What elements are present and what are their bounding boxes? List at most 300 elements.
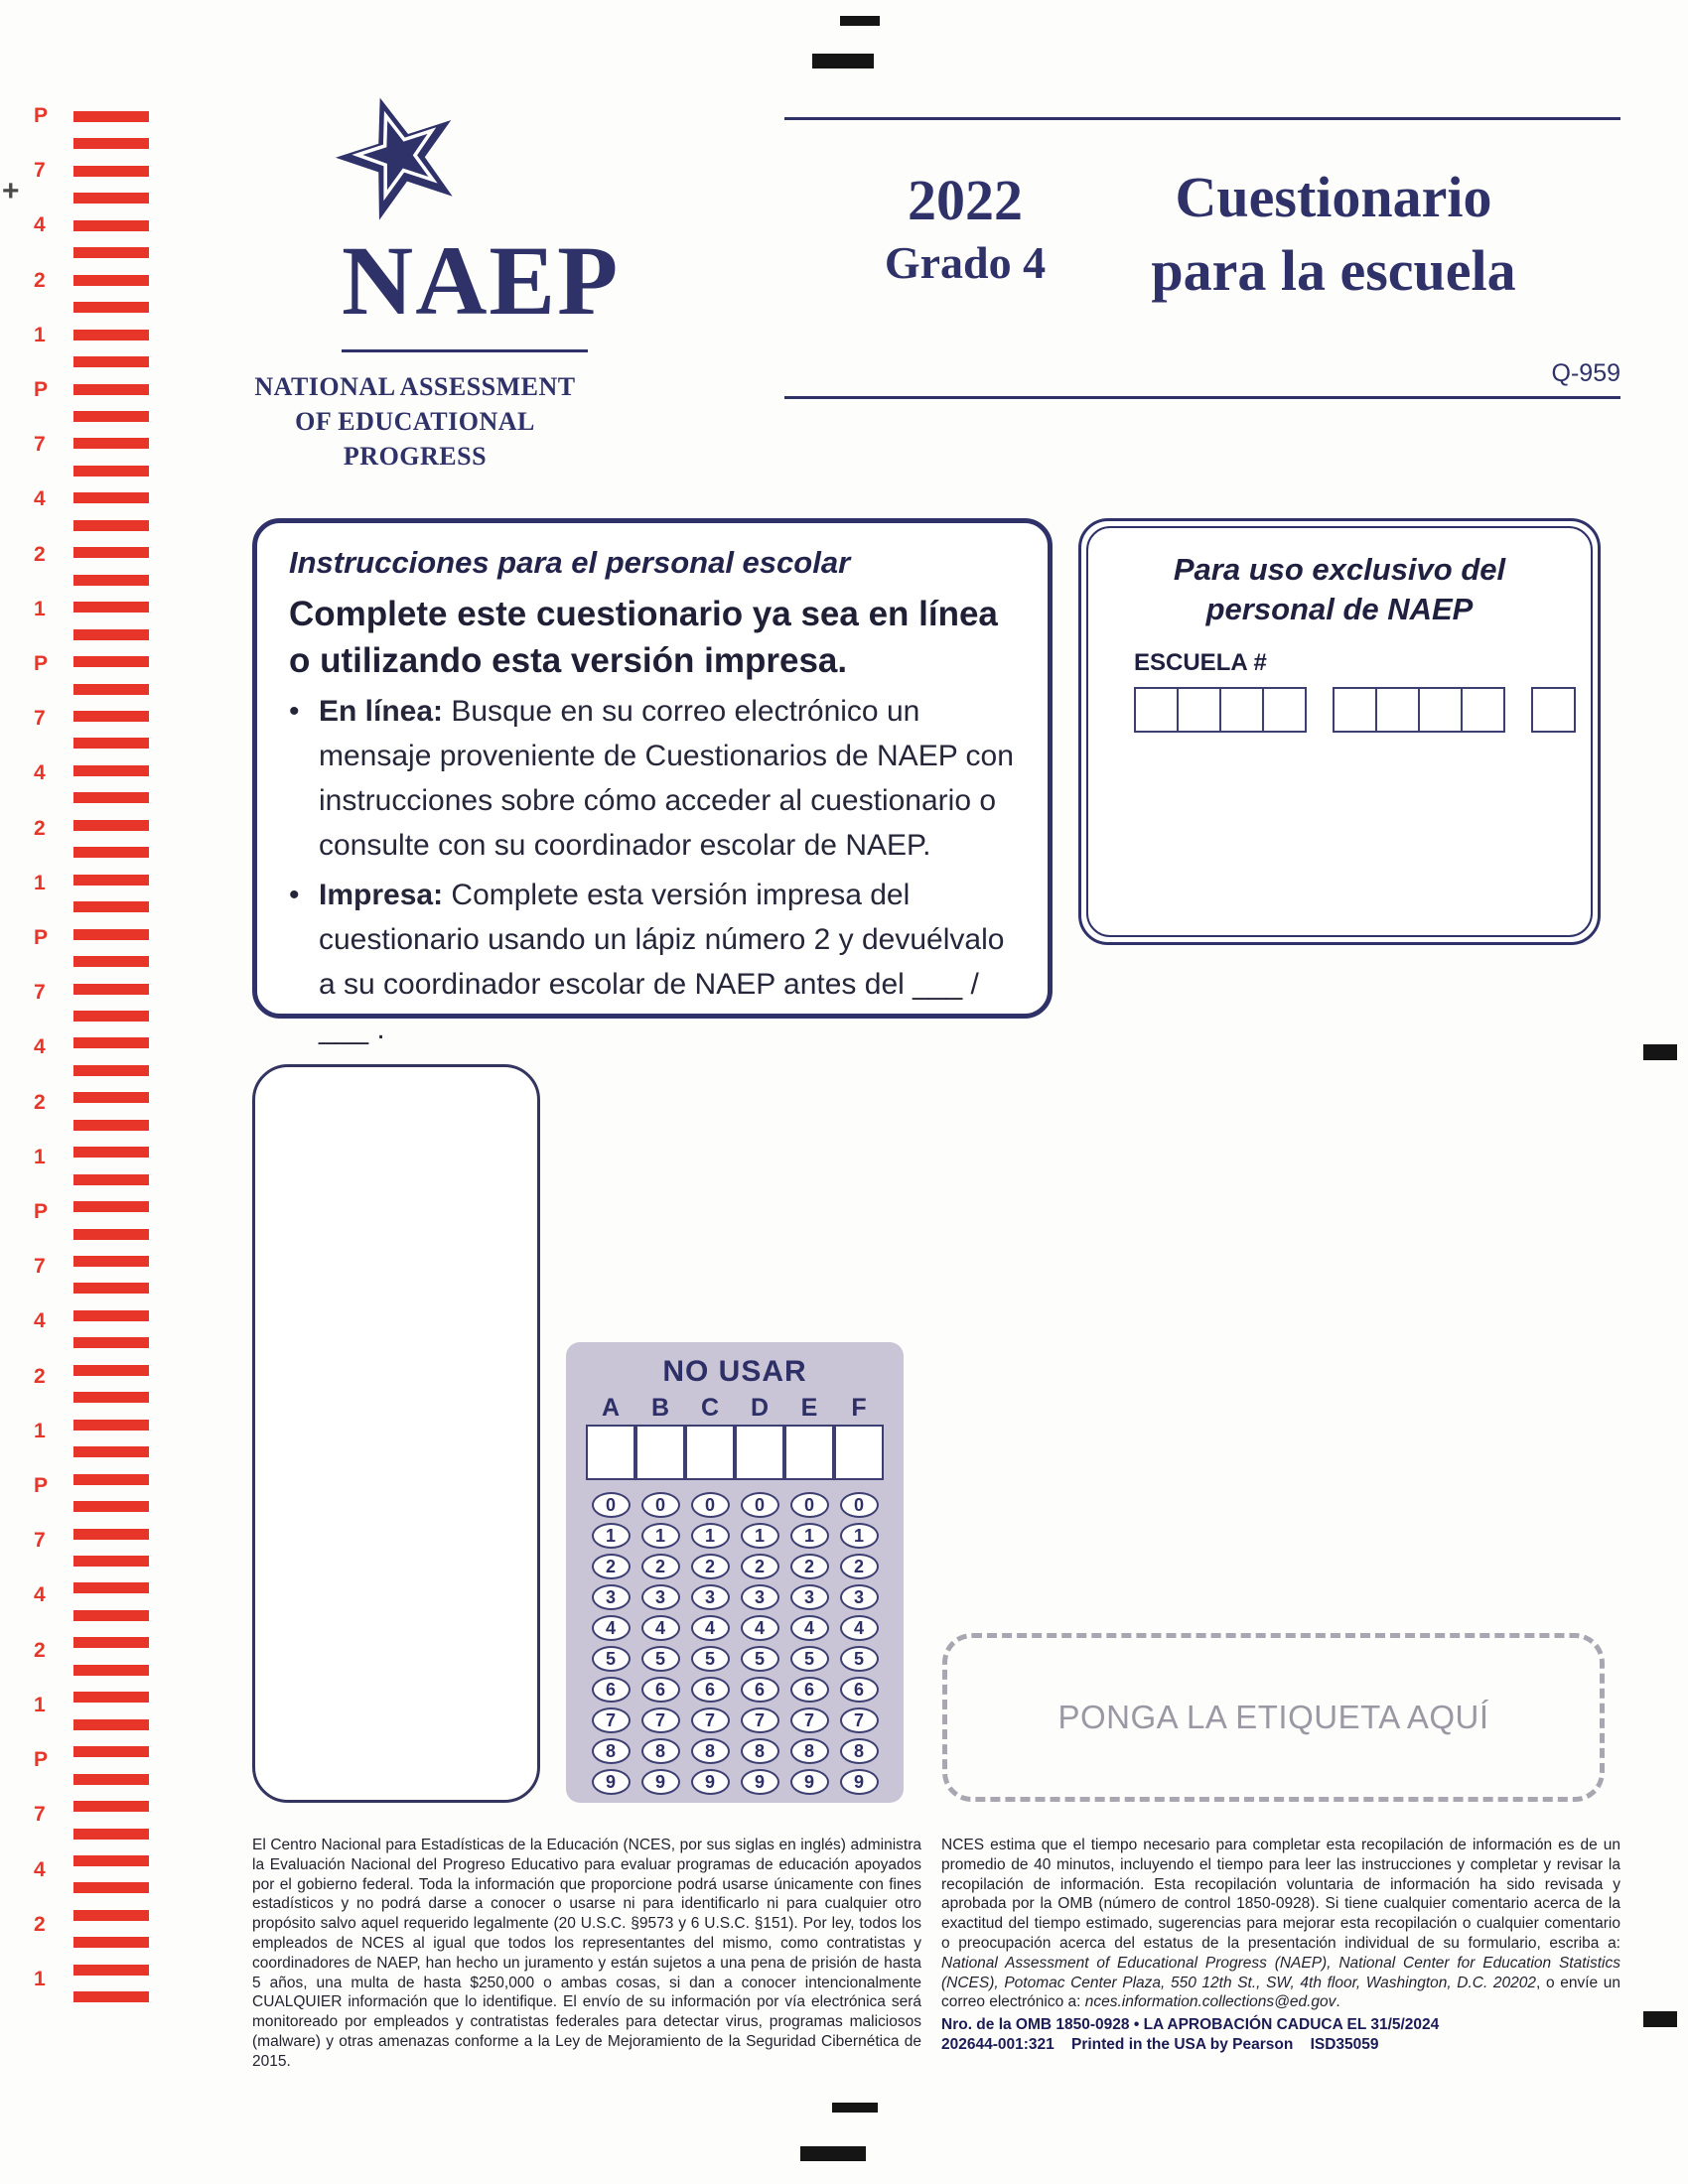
no-usar-slot	[685, 1523, 735, 1549]
timing-strip-dash	[73, 1719, 149, 1730]
registration-mark	[840, 16, 880, 26]
timing-strip-letter: 7	[34, 1803, 46, 1827]
page-title	[1100, 161, 1567, 308]
timing-strip-dash	[73, 765, 149, 776]
no-usar-slot	[834, 1394, 884, 1423]
registration-mark	[812, 54, 874, 68]
digit-bubble[interactable]: 2	[592, 1554, 631, 1579]
no-usar-slot	[834, 1554, 884, 1579]
timing-strip-letter: 1	[34, 871, 46, 894]
no-usar-grid	[566, 1394, 904, 1795]
no-usar-slot	[784, 1738, 834, 1764]
instructions-box	[252, 518, 1053, 1045]
digit-bubble[interactable]: 6	[840, 1677, 879, 1703]
timing-strip-dash	[73, 1610, 149, 1621]
no-usar-slot	[784, 1394, 834, 1423]
school-number-label: ESCUELA #	[1134, 649, 1267, 676]
timing-strip-dash	[73, 1556, 149, 1567]
write-in-cell[interactable]	[635, 1425, 685, 1480]
timing-strip-dash	[73, 984, 149, 995]
no-usar-slot	[834, 1523, 884, 1549]
bullet-icon: •	[289, 695, 300, 728]
header-rule-top	[784, 117, 1620, 120]
digit-bubble[interactable]: 1	[641, 1523, 680, 1549]
timing-strip-letter: P	[34, 378, 49, 402]
page-title-line: para la escuela	[1151, 238, 1516, 304]
bullet-body: Complete esta versión impresa del cuestionario usando un lápiz número 2 y devuélvalo a su coordinador escolar de NAEP antes del ___ / ___ .	[319, 879, 1005, 1045]
digit-bubble[interactable]: 8	[592, 1738, 631, 1764]
instructions-title: Instrucciones para el personal escolar	[289, 545, 851, 580]
timing-strip-dash	[73, 1092, 149, 1103]
digit-bubble[interactable]: 4	[641, 1615, 680, 1641]
no-usar-slot	[784, 1677, 834, 1703]
digit-bubble[interactable]: 5	[691, 1646, 730, 1672]
no-usar-slot	[784, 1769, 834, 1795]
column-letter: F	[851, 1394, 867, 1422]
no-usar-slot	[586, 1615, 635, 1641]
bubble-row	[566, 1769, 904, 1795]
no-usar-slot	[735, 1615, 784, 1641]
write-in-cell[interactable]	[735, 1425, 784, 1480]
timing-strip-dash	[73, 656, 149, 667]
digit-bubble[interactable]: 6	[592, 1677, 631, 1703]
timing-strip-dash	[73, 847, 149, 858]
timing-strip-letter: P	[34, 1474, 49, 1498]
no-usar-title: NO USAR	[662, 1355, 807, 1388]
digit-bubble[interactable]: 6	[741, 1677, 779, 1703]
timing-strip-dash	[73, 330, 149, 341]
bubble-row	[566, 1677, 904, 1703]
no-usar-slot	[685, 1738, 735, 1764]
timing-strip-dash	[73, 1665, 149, 1676]
write-in-cell[interactable]	[685, 1425, 735, 1480]
timing-strip-dash	[73, 193, 149, 204]
no-usar-slot	[834, 1646, 884, 1672]
no-usar-slot	[586, 1707, 635, 1733]
timing-strip-dash	[73, 1256, 149, 1267]
digit-bubble[interactable]: 0	[691, 1492, 730, 1518]
digit-bubble[interactable]: 0	[840, 1492, 879, 1518]
timing-strip-dash	[73, 1692, 149, 1703]
digit-bubble[interactable]: 9	[790, 1769, 829, 1795]
no-usar-slot	[735, 1707, 784, 1733]
digit-bubble[interactable]: 9	[840, 1769, 879, 1795]
digit-bubble[interactable]: 2	[691, 1554, 730, 1579]
footer-right-paragraph	[941, 1836, 1620, 2012]
bullet-text	[319, 873, 1022, 1051]
school-number-cell[interactable]	[1375, 687, 1420, 733]
timing-strip-letter: 2	[34, 816, 46, 840]
blank-panel	[252, 1064, 540, 1803]
digit-bubble[interactable]: 7	[641, 1707, 680, 1733]
timing-strip-dash	[73, 356, 149, 367]
timing-strip-dash	[73, 384, 149, 395]
digit-bubble[interactable]: 5	[790, 1646, 829, 1672]
digit-bubble[interactable]: 0	[592, 1492, 631, 1518]
digit-bubble[interactable]: 7	[840, 1707, 879, 1733]
timing-strip-letter: 2	[34, 1912, 46, 1936]
footer-right-text: NCES estima que el tiempo necesario para completar esta recopilación de información es de un promedio de 40 minutos, incluyendo el tiempo para leer las instrucciones y completar y revisar la recopilación de información. Esta recopilación voluntaria de información ha sido revisada y aprobada por la OMB (número de control 1850-0928). Si tiene cualquier comentario acerca de la exactitud del tiempo estimado, sugerencias para mejorar esta recopilación o cualquier comentario o preocupación acerca del estatus de la presentación individual de su formulario, escriba a:	[941, 1837, 1620, 1952]
bullet-body: Busque en su correo electrónico un mensaje proveniente de Cuestionarios de NAEP con instrucciones sobre cómo acceder al cuestionario o consulte con su coordinador escolar de NAEP.	[319, 695, 1014, 862]
digit-bubble[interactable]: 1	[592, 1523, 631, 1549]
timing-strip-dash	[73, 247, 149, 258]
timing-strip-dash	[73, 1065, 149, 1076]
naep-use-only-title	[1088, 550, 1591, 629]
no-usar-slot	[635, 1584, 685, 1610]
digit-bubble[interactable]: 8	[840, 1738, 879, 1764]
digit-bubble[interactable]: 8	[641, 1738, 680, 1764]
digit-bubble[interactable]: 3	[840, 1584, 879, 1610]
no-usar-slot	[834, 1425, 884, 1480]
write-in-cell[interactable]	[834, 1425, 884, 1480]
digit-bubble[interactable]: 5	[592, 1646, 631, 1672]
school-number-cell[interactable]	[1134, 687, 1179, 733]
naep-use-title-line: Para uso exclusivo del	[1173, 552, 1506, 587]
bullet-lead: En línea:	[319, 695, 444, 728]
school-number-group	[1333, 687, 1505, 733]
header-year-block	[846, 169, 1084, 294]
digit-bubble[interactable]: 0	[741, 1492, 779, 1518]
footer-right-column	[941, 1836, 1620, 2055]
write-in-cell[interactable]	[784, 1425, 834, 1480]
timing-strip-dash	[73, 411, 149, 422]
timing-strip-dash	[73, 929, 149, 940]
timing-strip-dash	[73, 1746, 149, 1757]
logo-org-line: NATIONAL ASSESSMENT	[254, 372, 576, 401]
no-usar-slot	[735, 1554, 784, 1579]
timing-strip-dash	[73, 1991, 149, 2002]
timing-strip-letters	[34, 105, 48, 1989]
digit-bubble[interactable]: 2	[741, 1554, 779, 1579]
digit-bubble[interactable]: 2	[840, 1554, 879, 1579]
school-number-cell[interactable]	[1418, 687, 1463, 733]
digit-bubble[interactable]: 3	[592, 1584, 631, 1610]
timing-strip-letter: P	[34, 926, 49, 950]
digit-bubble[interactable]: 5	[641, 1646, 680, 1672]
school-number-cell[interactable]	[1219, 687, 1264, 733]
no-usar-slot	[685, 1646, 735, 1672]
digit-bubble[interactable]: 9	[641, 1769, 680, 1795]
no-usar-slot	[784, 1425, 834, 1480]
no-usar-slot	[735, 1677, 784, 1703]
label-placement-text: PONGA LA ETIQUETA AQUÍ	[1057, 1699, 1489, 1735]
timing-strip-dash	[73, 1229, 149, 1240]
no-usar-slot	[784, 1707, 834, 1733]
timing-strip-letter: 1	[34, 1145, 46, 1168]
timing-strip-dash	[73, 466, 149, 477]
timing-strip-letter: 4	[34, 1857, 46, 1881]
timing-strip-letter: 2	[34, 1090, 46, 1114]
timing-strip-dash	[73, 575, 149, 586]
bubble-row	[566, 1646, 904, 1672]
digit-bubble[interactable]: 6	[691, 1677, 730, 1703]
header-rule-bottom	[784, 396, 1620, 399]
no-usar-slot	[685, 1425, 735, 1480]
no-usar-slot	[586, 1646, 635, 1672]
digit-bubble[interactable]: 9	[741, 1769, 779, 1795]
no-usar-slot	[635, 1769, 685, 1795]
no-usar-slot	[834, 1677, 884, 1703]
timing-strip-letter: 4	[34, 487, 46, 511]
grade: Grado 4	[884, 236, 1047, 288]
omb-approval-line: Nro. de la OMB 1850-0928 • LA APROBACIÓN CADUCA EL 31/5/2024	[941, 2016, 1440, 2034]
no-usar-slot	[586, 1394, 635, 1423]
digit-bubble[interactable]: 7	[790, 1707, 829, 1733]
bullet-lead: Impresa:	[319, 879, 444, 911]
bubble-row	[566, 1707, 904, 1733]
school-number-cell[interactable]	[1333, 687, 1377, 733]
no-usar-slot	[635, 1646, 685, 1672]
digit-bubble[interactable]: 4	[691, 1615, 730, 1641]
timing-strip-dash	[73, 492, 149, 503]
bubble-row	[566, 1523, 904, 1549]
digit-bubble[interactable]: 7	[691, 1707, 730, 1733]
digit-bubble[interactable]: 4	[790, 1615, 829, 1641]
digit-bubble[interactable]: 3	[641, 1584, 680, 1610]
no-usar-slot	[784, 1523, 834, 1549]
timing-strip-dash	[73, 901, 149, 912]
timing-strip-dash	[73, 547, 149, 558]
no-usar-slot	[834, 1707, 884, 1733]
timing-strip-dash	[73, 684, 149, 695]
digit-bubble[interactable]: 6	[641, 1677, 680, 1703]
timing-strip-letter: 4	[34, 1309, 46, 1333]
digit-bubble[interactable]: 0	[641, 1492, 680, 1518]
timing-strip-dash	[73, 1774, 149, 1785]
no-usar-slot	[586, 1769, 635, 1795]
timing-strip-dash	[73, 629, 149, 640]
digit-bubble[interactable]: 3	[790, 1584, 829, 1610]
bubble-row	[566, 1738, 904, 1764]
timing-strip-dash	[73, 1829, 149, 1840]
timing-strip-dash	[73, 1474, 149, 1485]
timing-strip-letter: 1	[34, 1693, 46, 1716]
timing-strip-dash	[73, 520, 149, 531]
timing-strip-dash	[73, 1529, 149, 1540]
registration-mark	[832, 2103, 878, 2113]
timing-strip-dash	[73, 275, 149, 286]
label-placement-box	[942, 1633, 1605, 1802]
column-letter: E	[800, 1394, 818, 1422]
digit-bubble[interactable]: 2	[790, 1554, 829, 1579]
instruction-bullet	[289, 873, 1022, 1051]
logo-divider	[342, 349, 588, 352]
timing-strip-letter: 1	[34, 597, 46, 620]
timing-strip-letter: 2	[34, 1638, 46, 1662]
timing-strip-dash	[73, 1965, 149, 1976]
logo-org-line: OF EDUCATIONAL	[295, 407, 535, 436]
no-usar-slot	[635, 1425, 685, 1480]
no-usar-slot	[635, 1394, 685, 1423]
digit-bubble[interactable]: 4	[592, 1615, 631, 1641]
no-usar-column-letters	[566, 1394, 904, 1423]
timing-strip-dash	[73, 1910, 149, 1921]
bubble-row	[566, 1554, 904, 1579]
digit-bubble[interactable]: 2	[641, 1554, 680, 1579]
timing-strip-dash	[73, 875, 149, 886]
no-usar-slot	[586, 1492, 635, 1518]
footer-right-italic: National Assessment of Educational Progress (NAEP), National Center for Education Statistics (NCES), Potomac Center Plaza, 550 12th St., SW, 4th floor, Washington, D.C. 20202	[941, 1954, 1620, 1991]
column-letter: A	[601, 1394, 621, 1422]
no-usar-slot	[635, 1707, 685, 1733]
timing-strip-dash	[73, 1337, 149, 1348]
logo-org-line: PROGRESS	[343, 442, 488, 471]
no-usar-slot	[635, 1523, 685, 1549]
no-usar-slot	[635, 1554, 685, 1579]
no-usar-slot	[586, 1425, 635, 1480]
timing-strip-dash	[73, 166, 149, 177]
timing-strip-letter: P	[34, 1748, 49, 1772]
no-usar-slot	[586, 1738, 635, 1764]
digit-bubble[interactable]: 0	[790, 1492, 829, 1518]
timing-strip-dash	[73, 138, 149, 149]
timing-strip-dash	[73, 111, 149, 122]
no-usar-slot	[635, 1615, 685, 1641]
footer-right-text: , o envíe un correo electrónico a:	[941, 1974, 1620, 2011]
timing-strip-dash	[73, 956, 149, 967]
timing-strip-letter: 2	[34, 542, 46, 566]
footer-email: nces.information.collections@ed.gov	[1084, 1993, 1336, 2011]
digit-bubble[interactable]: 1	[691, 1523, 730, 1549]
year: 2022	[908, 168, 1023, 232]
timing-strip-dash	[73, 1147, 149, 1158]
timing-strip-dash	[73, 602, 149, 613]
bubble-row	[566, 1492, 904, 1518]
digit-bubble[interactable]: 7	[741, 1707, 779, 1733]
digit-bubble[interactable]: 4	[741, 1615, 779, 1641]
registration-cross-icon: +	[2, 175, 20, 207]
timing-strip-dash	[73, 792, 149, 803]
timing-strip-letter: 7	[34, 1529, 46, 1553]
timing-strip-letter: 7	[34, 981, 46, 1005]
digit-bubble[interactable]: 3	[691, 1584, 730, 1610]
timing-strip-letter: 2	[34, 1364, 46, 1388]
timing-strip-dash	[73, 220, 149, 231]
naep-star-icon	[332, 89, 467, 229]
logo-org-name	[240, 369, 590, 474]
digit-bubble[interactable]: 7	[592, 1707, 631, 1733]
no-usar-slot	[586, 1677, 635, 1703]
timing-strip-letter: 1	[34, 1419, 46, 1442]
timing-strip-dash	[73, 1801, 149, 1812]
timing-strip-dash	[73, 1365, 149, 1376]
timing-strip-dash	[73, 1937, 149, 1948]
bullet-icon: •	[289, 879, 300, 911]
timing-strip-dash	[73, 1582, 149, 1593]
timing-strip-dash	[73, 438, 149, 449]
digit-bubble[interactable]: 5	[840, 1646, 879, 1672]
bubble-row	[566, 1615, 904, 1641]
timing-strip-dash	[73, 1201, 149, 1212]
no-usar-slot	[685, 1554, 735, 1579]
column-letter: B	[650, 1394, 670, 1422]
timing-strip-dash	[73, 820, 149, 831]
timing-strip-letter: 4	[34, 761, 46, 785]
no-usar-slot	[685, 1492, 735, 1518]
school-number-cell[interactable]	[1461, 687, 1505, 733]
timing-strip-letter: 7	[34, 159, 46, 183]
digit-bubble[interactable]: 3	[741, 1584, 779, 1610]
column-letter: C	[700, 1394, 720, 1422]
timing-strip-letter: P	[34, 104, 49, 127]
timing-strip-letter: 4	[34, 1583, 46, 1607]
timing-strip-dash	[73, 738, 149, 749]
print-info-line: 202644-001:321 Printed in the USA by Pearson ISD35059	[941, 2035, 1379, 2053]
write-in-cell[interactable]	[586, 1425, 635, 1480]
no-usar-slot	[784, 1492, 834, 1518]
no-usar-slot	[735, 1523, 784, 1549]
no-usar-slot	[685, 1677, 735, 1703]
footer-right-text: .	[1336, 1993, 1340, 2011]
no-usar-slot	[685, 1707, 735, 1733]
timing-strip-dash	[73, 711, 149, 722]
digit-bubble[interactable]: 8	[741, 1738, 779, 1764]
digit-bubble[interactable]: 1	[840, 1523, 879, 1549]
no-usar-slot	[834, 1492, 884, 1518]
digit-bubble[interactable]: 4	[840, 1615, 879, 1641]
digit-bubble[interactable]: 1	[741, 1523, 779, 1549]
naep-logo-text: NAEP	[342, 225, 621, 336]
digit-bubble[interactable]: 5	[741, 1646, 779, 1672]
no-usar-slot	[685, 1394, 735, 1423]
digit-bubble[interactable]: 8	[790, 1738, 829, 1764]
instructions-intro: Complete este cuestionario ya sea en línea o utilizando esta versión impresa.	[289, 595, 998, 680]
timing-strip-letter: P	[34, 1200, 49, 1224]
no-usar-slot	[635, 1492, 685, 1518]
digit-bubble[interactable]: 9	[691, 1769, 730, 1795]
registration-mark	[1643, 1044, 1677, 1060]
timing-strip-dash	[73, 1446, 149, 1457]
no-usar-slot	[635, 1738, 685, 1764]
form-code: Q-959	[1551, 359, 1620, 387]
digit-bubble[interactable]: 6	[790, 1677, 829, 1703]
column-letter: D	[750, 1394, 770, 1422]
timing-strip-dash	[73, 1637, 149, 1648]
school-number-boxes	[1134, 687, 1591, 733]
timing-strip-letter: 2	[34, 268, 46, 292]
page-title-line: Cuestionario	[1175, 165, 1492, 229]
timing-strip-letter: P	[34, 652, 49, 676]
timing-strip-dash	[73, 1392, 149, 1403]
timing-strip-dash	[73, 302, 149, 313]
no-usar-panel	[566, 1342, 904, 1803]
digit-bubble[interactable]: 9	[592, 1769, 631, 1795]
no-usar-slot	[685, 1769, 735, 1795]
naep-use-only-inner	[1086, 526, 1593, 937]
no-usar-write-row	[566, 1425, 904, 1480]
timing-strip-dashes	[73, 111, 149, 2003]
no-usar-slot	[735, 1646, 784, 1672]
naep-use-title-line: personal de NAEP	[1205, 592, 1474, 626]
footer-left-paragraph: El Centro Nacional para Estadísticas de la Educación (NCES, por sus siglas en inglés) administra la Evaluación Nacional del Progreso Educativo para evaluar programas de educación apoyados por el gobierno federal. Toda la información que proporcione podrá usarse únicamente con fines estadísticos y no podrá darse a conocer o usarse ni para identificarlo ni para cualquier otro propósito salvo aquel requerido legalmente (20 U.S.C. §9573 y 6 U.S.C. §151). Por ley, todos los empleados de NCES al igual que todos los representantes del mismo, como contratistas y coordinadores de NAEP, han hecho un juramento y están sujetos a una pena de prisión de hasta 5 años, una multa de hasta $250,000 o ambas cosas, si dan a conocer intencionalmente CUALQUIER información que lo identifique. El envío de su información por vía electrónica será monitoreado por empleados y contratistas federales para detectar virus, programas maliciosos (malware) y otras amenazas conforme a la Ley de Mejoramiento de la Seguridad Cibernética de 2015.	[252, 1837, 921, 2070]
digit-bubble[interactable]: 1	[790, 1523, 829, 1549]
timing-strip-letter: 7	[34, 707, 46, 731]
no-usar-slot	[834, 1615, 884, 1641]
digit-bubble[interactable]: 8	[691, 1738, 730, 1764]
school-number-cell[interactable]	[1262, 687, 1307, 733]
no-usar-slot	[586, 1523, 635, 1549]
no-usar-slot	[784, 1554, 834, 1579]
timing-strip-dash	[73, 1882, 149, 1893]
timing-strip-dash	[73, 1011, 149, 1022]
timing-strip-dash	[73, 1310, 149, 1321]
school-number-cell[interactable]	[1531, 687, 1576, 733]
no-usar-slot	[735, 1738, 784, 1764]
no-usar-slot	[685, 1584, 735, 1610]
bullet-text	[319, 689, 1022, 868]
no-usar-slot	[834, 1584, 884, 1610]
school-number-cell[interactable]	[1177, 687, 1221, 733]
